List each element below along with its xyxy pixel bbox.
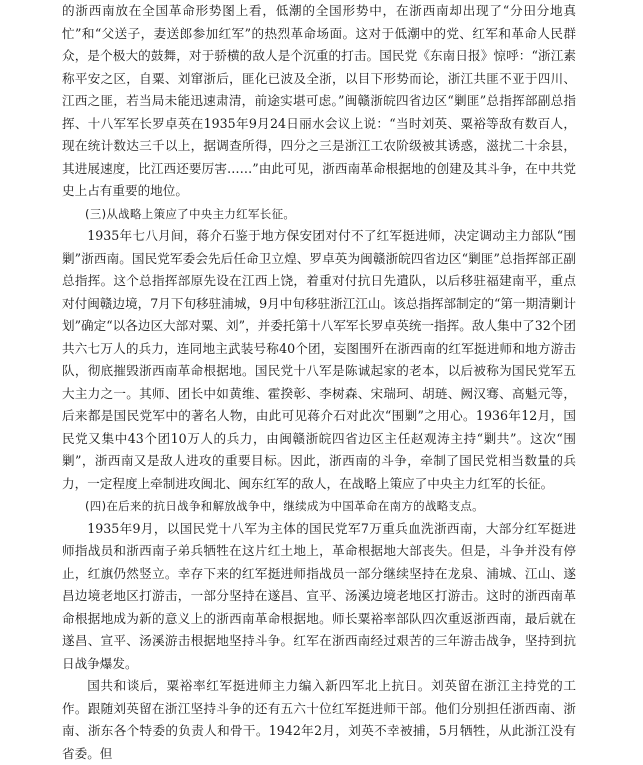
paragraph-1935-september: 1935年9月，以国民党十八军为主体的国民党军7万重兵血洗浙西南，大部分红军挺进师指战员和浙西南子弟兵牺牲在这片红土地上，革命根据地大部丧失。但是，斗争并没有停止，红旗仍然竖立。幸存下来的红军挺进师指战员一部分继续坚持在龙泉、浦城、江山、遂昌边境老地区打游击，一部分坚持在遂昌、宣平、汤溪边境老地区打游击。这时的浙西南革命根据地成为新的意义上的浙西南革命根据地。师长粟裕率部队四次重返浙西南，最后就在遂昌、宣平、汤溪游击根据地坚持斗争。红军在浙西南经过艰苦的三年游击战争，坚持到抗日战争爆发。 — [62, 520, 576, 671]
paragraph-strategic-support: 1935年七八月间，蒋介石鉴于地方保安团对付不了红军挺进师，决定调动主力部队“围剿”浙西南。国民党军委会先后任命卫立煌、罗卓英为闽赣浙皖四省边区“剿匪”总指挥部正副总指挥。这个总指挥部原先设在江西上饶，着重对付抗日先遣队，以后移驻福建南平，重点对付闽赣边境，7月下旬移驻浦城，9月中旬移驻浙江江山。该总指挥部制定的“第一期清剿计划”确定“以各边区大部对粟、刘”，并委托第十八军军长罗卓英统一指挥。敌人集中了32个团共六七万人的兵力，连同地主武装号称40个团，妄图围歼在浙西南的红军挺进师和地方游击队，彻底摧毁浙西南革命根据地。国民党十八军是陈诚起家的老本，以后被称为国民党军五大主力之一。其师、团长中如黄维、霍揆彰、李树森、宋瑞珂、胡琏、阙汉骞、高魁元等，后来都是国民党军中的著名人物，由此可见蒋介石对此次“围剿”之用心。1936年12月，国民党又集中43个团10万人的兵力，由闽赣浙皖四省边区主任赵观涛主持“剿共”。这次“围剿”，浙西南又是敌人进攻的重要目标。因此，浙西南的斗争，牵制了国民党相当数量的兵力，一定程度上牵制进攻闽北、闽东红军的敌人，在战略上策应了中央主力红军的长征。 — [62, 228, 576, 491]
paragraph-intro: 的浙西南放在全国革命形势图上看，低潮的全国形势中，在浙西南却出现了“分田分地真忙”和“父送子，妻送郎参加红军”的热烈革命场面。这对于低潮中的党、红军和革命人民群众，是个极大的鼓舞，对于骄横的敌人是个沉重的打击。国民党《东南日报》惊呼：“浙江素称平安之区，自粟、刘窜浙后，匪化已波及全浙，以目下形势而论，浙江共匪不亚于四川、江西之匪，若当局未能迅速肃清，前途实堪可虑。”闽赣浙皖四省边区“剿匪”总指挥部副总指挥、十八军军长罗卓英在1935年9月24日丽水会议上说：“当时刘英、粟裕等敌有数百人，现在统计数达三千以上，据调查所得，四分之三是浙江工农阶级被其诱惑，滋扰二十余县，其进展速度，比江西还要厉害……”由此可见，浙西南革命根据地的创建及其斗争，在中共党史上占有重要的地位。 — [62, 3, 576, 198]
paragraph-kmt-ccp-talks: 国共和谈后，粟裕率红军挺进师主力编入新四军北上抗日。刘英留在浙江主持党的工作。跟随刘英留在浙江坚持斗争的还有五六十位红军挺进师干部。他们分别担任浙西南、浙南、浙东各个特委的负责人和骨干。1942年2月，刘英不幸被捕，5月牺牲，从此浙江没有省委。但 — [62, 678, 576, 761]
document-page — [62, 0, 576, 765]
section-heading-3: (三)从战略上策应了中央主力红军长征。 — [85, 206, 296, 221]
section-heading-4: (四)在后来的抗日战争和解放战争中，继续成为中国革命在南方的战略支点。 — [85, 499, 484, 513]
